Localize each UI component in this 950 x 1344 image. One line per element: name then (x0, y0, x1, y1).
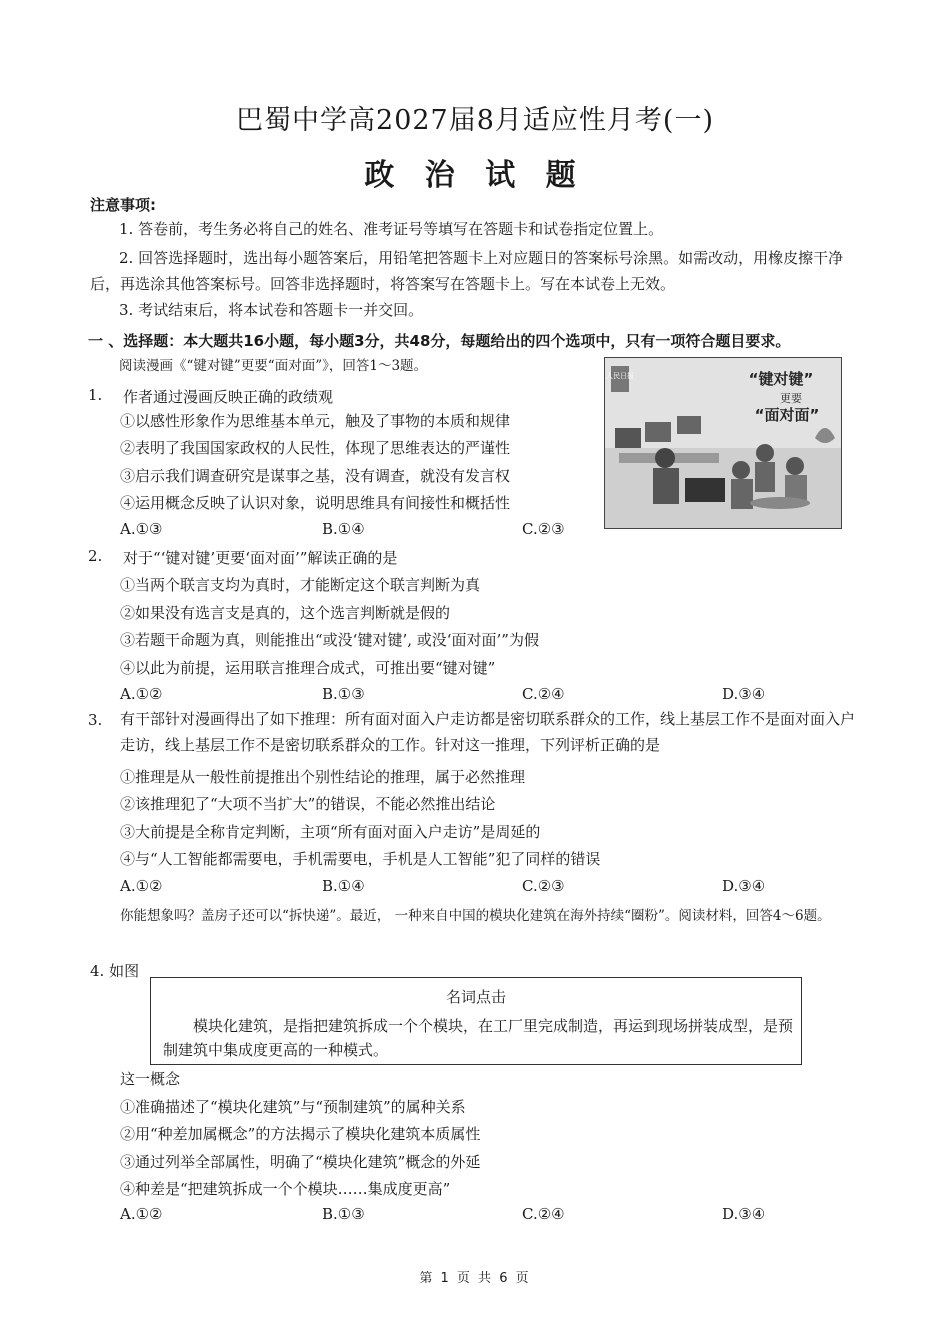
q3-item-4: ④与“人工智能都需要电，手机需要电，手机是人工智能”犯了同样的错误 (120, 850, 601, 868)
q2-item-4: ④以此为前提，运用联言推理合成式，可推出要“键对键” (120, 659, 496, 677)
q1-item-1: ①以感性形象作为思维基本单元，触及了事物的本质和规律 (120, 412, 511, 430)
q2-number: 2. (88, 547, 103, 565)
q2-item-3: ③若题干命题为真，则能推出“或没‘键对键’, 或没‘面对面’”为假 (120, 631, 539, 649)
q4-option-c: C.②④ (522, 1205, 565, 1223)
subject-title: 政 治 试 题 (364, 158, 586, 193)
section-heading: 一 、选择题：本大题共16小题，每小题3分，共48分，每题给出的四个选项中，只有一项符合题目要求。 (88, 332, 791, 350)
note-item-2: 2. 回答选择题时，选出每小题答案后，用铅笔把答题卡上对应题日的答案标号涂黑。如需改动，用橡皮擦干净后，再选涂其他答案标号。回答非选择题时，将答案写在答题卡上。写在本试卷上无效。 (90, 249, 844, 293)
page-footer: 第 1 页 共 6 页 (419, 1271, 531, 1286)
q4-item-3: ③通过列举全部属性，明确了“模块化建筑”概念的外延 (120, 1153, 481, 1171)
q4-option-d: D.③④ (722, 1205, 766, 1223)
comic-intro: 阅读漫画《“键对键”更要“面对面”》，回答1～3题。 (119, 358, 428, 374)
q3-item-2: ②该推理犯了“大项不当扩大”的错误，不能必然推出结论 (120, 795, 496, 813)
q4-option-a: A.①② (120, 1205, 163, 1223)
q2-option-d: D.③④ (722, 685, 766, 703)
comic-illustration (605, 358, 841, 528)
q1-option-c: C.②③ (522, 520, 565, 538)
q3-item-1: ①推理是从一般性前提推出个别性结论的推理，属于必然推理 (120, 768, 526, 786)
q3-option-a: A.①② (120, 877, 163, 895)
q2-option-b: B.①③ (322, 685, 365, 703)
q3-number: 3. (88, 711, 103, 729)
note-item-3: 3. 考试结束后，将本试卷和答题卡一并交回。 (119, 301, 424, 319)
q2-item-2: ②如果没有选言支是真的，这个选言判断就是假的 (120, 604, 451, 622)
q4-lead: 这一概念 (120, 1070, 181, 1088)
comic-caption-2: 更要 (780, 392, 802, 405)
q1-item-3: ③启示我们调查研究是谋事之基，没有调查，就没有发言权 (120, 467, 511, 485)
q1-item-4: ④运用概念反映了认识对象，说明思维具有间接性和概括性 (120, 494, 511, 512)
q3-option-c: C.②③ (522, 877, 565, 895)
q3-option-b: B.①④ (322, 877, 365, 895)
q1-option-b: B.①④ (322, 520, 365, 538)
comic-image (604, 357, 842, 529)
q1-number: 1. (88, 386, 103, 404)
notes-heading: 注意事项: (90, 196, 156, 214)
q4-option-b: B.①③ (322, 1205, 365, 1223)
q1-stem: 作者通过漫画反映正确的政绩观 (123, 388, 334, 406)
definition-box (150, 977, 802, 1065)
q1-option-a: A.①③ (120, 520, 163, 538)
q3-stem: 有干部针对漫画得出了如下推理：所有面对面入户走访都是密切联系群众的工作，线上基层工作不是面对面入户走访，线上基层工作不是密切联系群众的工作。针对这一推理，下列评析正确的是 (120, 710, 856, 754)
comic-caption-3: “面对面” (754, 406, 820, 424)
comic-badge: 人民日报 (606, 372, 634, 380)
material-intro: 你能想象吗？盖房子还可以“拆快递”。最近， 一种来自中国的模块化建筑在海外持续“圈粉”。阅读材料，回答4～6题。 (120, 908, 831, 924)
q4-item-2: ②用“种差加属概念”的方法揭示了模块化建筑本质属性 (120, 1125, 481, 1143)
q4-item-4: ④种差是“把建筑拆成一个个模块……集成度更高” (120, 1180, 451, 1198)
q2-item-1: ①当两个联言支均为真时，才能断定这个联言判断为真 (120, 576, 481, 594)
definition-box-title: 名词点击 (445, 988, 506, 1006)
note-item-1: 1. 答卷前，考生务必将自己的姓名、准考证号等填写在答题卡和试卷指定位置上。 (119, 220, 664, 238)
q2-option-a: A.①② (120, 685, 163, 703)
q2-option-c: C.②④ (522, 685, 565, 703)
q1-item-2: ②表明了我国国家政权的人民性，体现了思维表达的严谨性 (120, 439, 511, 457)
q3-item-3: ③大前提是全称肯定判断，主项“所有面对面入户走访”是周延的 (120, 823, 541, 841)
page-title: 巴蜀中学高2027届8月适应性月考(一) (236, 105, 714, 136)
definition-box-text: 模块化建筑，是指把建筑拆成一个个模块，在工厂里完成制造，再运到现场拼装成型，是预制建筑中集成度更高的一种模式。 (163, 1017, 794, 1059)
q2-stem: 对于“‘键对键’更要‘面对面’”解读正确的是 (123, 549, 398, 567)
q3-option-d: D.③④ (722, 877, 766, 895)
comic-caption-1: “键对键” (748, 370, 814, 388)
q4-stem: 4. 如图 (90, 962, 140, 980)
q4-item-1: ①准确描述了“模块化建筑”与“预制建筑”的属种关系 (120, 1098, 466, 1116)
